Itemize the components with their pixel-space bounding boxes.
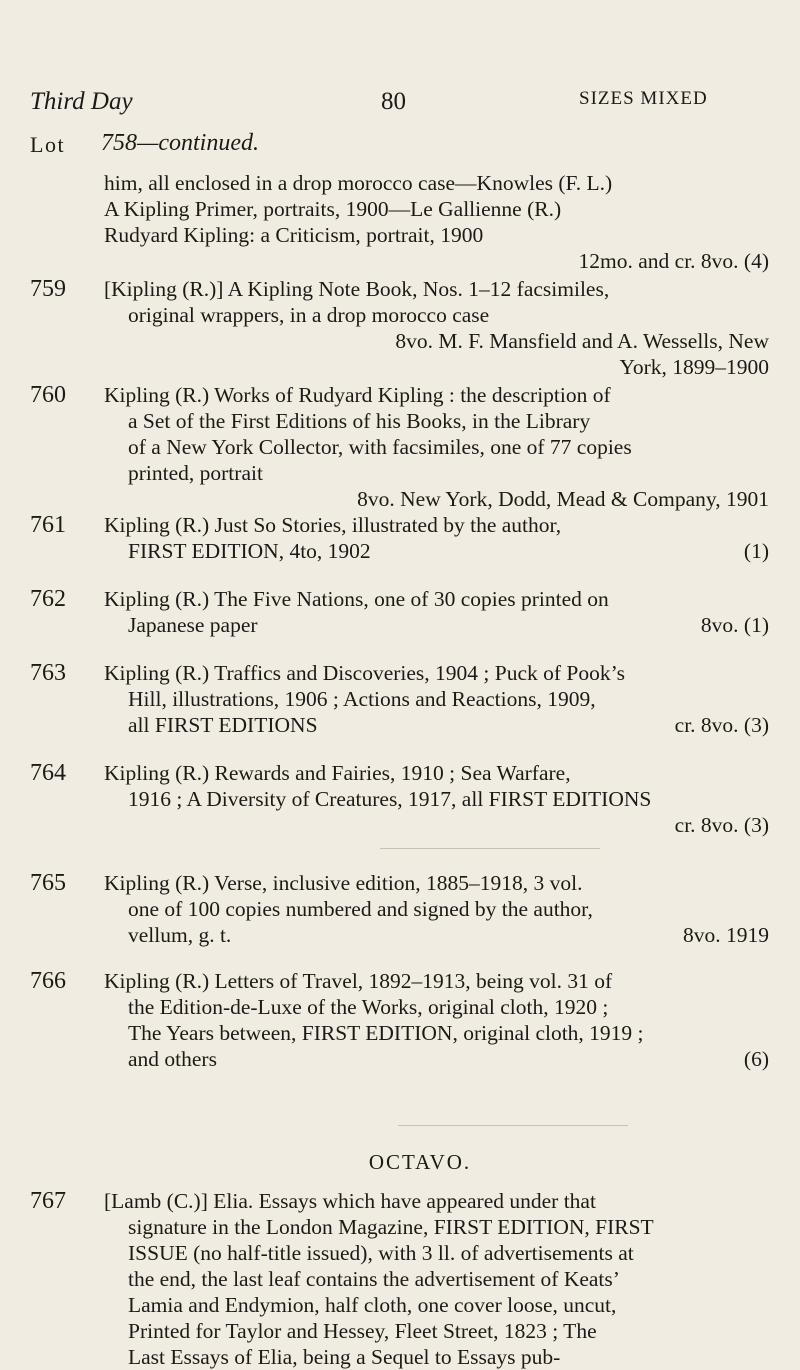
entry-line: Rudyard Kipling: a Criticism, portrait, 1900 bbox=[104, 223, 484, 247]
entry-line: a Set of the First Editions of his Books, in the Library bbox=[128, 409, 591, 433]
lot-number: 761 bbox=[30, 512, 66, 538]
entry-line: Lamia and Endymion, half cloth, one cover loose, uncut, bbox=[128, 1293, 617, 1317]
entry-line-end: 8vo. 1919 bbox=[683, 923, 769, 947]
entry-line: The Years between, FIRST EDITION, original cloth, 1919 ; bbox=[128, 1021, 644, 1045]
entry-line: Kipling (R.) Just So Stories, illustrated by the author, bbox=[104, 513, 562, 537]
lot-number: 764 bbox=[30, 760, 66, 786]
entry-line: the end, the last leaf contains the advertisement of Keats’ bbox=[128, 1267, 620, 1291]
lot-number: 759 bbox=[30, 276, 66, 302]
entry-line: 8vo. New York, Dodd, Mead & Company, 1901 bbox=[357, 487, 769, 511]
entry-line: FIRST EDITION, 4to, 1902 bbox=[128, 539, 371, 563]
section-title: OCTAVO. bbox=[368, 1150, 472, 1174]
lot-number: 762 bbox=[30, 586, 66, 612]
entry-line: Kipling (R.) Letters of Travel, 1892–1913, being vol. 31 of bbox=[104, 969, 613, 993]
entry-line-end: cr. 8vo. (3) bbox=[674, 713, 769, 737]
entry-line: 1916 ; A Diversity of Creatures, 1917, all FIRST EDITIONS bbox=[128, 787, 652, 811]
entry-line: Kipling (R.) Rewards and Fairies, 1910 ; Sea Warfare, bbox=[104, 761, 571, 785]
entry-line: 8vo. M. F. Mansfield and A. Wessells, New bbox=[395, 329, 769, 353]
entry-line: and others bbox=[128, 1047, 217, 1071]
entry-line: 12mo. and cr. 8vo. (4) bbox=[578, 249, 769, 273]
entry-line: Kipling (R.) Works of Rudyard Kipling : the description of bbox=[104, 383, 611, 407]
lot-label: Lot bbox=[30, 132, 66, 157]
lot-number: 765 bbox=[30, 870, 66, 896]
divider bbox=[380, 848, 600, 849]
entry-line: York, 1899–1900 bbox=[619, 355, 769, 379]
entry-line: Kipling (R.) Traffics and Discoveries, 1904 ; Puck of Pook’s bbox=[104, 661, 625, 685]
header-day: Third Day bbox=[30, 88, 133, 115]
entry-line-end: (1) bbox=[743, 539, 769, 563]
divider bbox=[398, 1125, 628, 1126]
entry-line: A Kipling Primer, portraits, 1900—Le Gallienne (R.) bbox=[104, 197, 562, 221]
page-number: 80 bbox=[381, 88, 406, 115]
entry-line-with-end bbox=[104, 712, 769, 738]
lot-number: 766 bbox=[30, 968, 66, 994]
entry-line-with-end bbox=[104, 538, 769, 564]
entry-line: of a New York Collector, with facsimiles, one of 77 copies bbox=[128, 435, 632, 459]
entry-line: Printed for Taylor and Hessey, Fleet Street, 1823 ; The bbox=[128, 1319, 597, 1343]
lot-continued: 758—continued. bbox=[101, 130, 259, 156]
entry-line: cr. 8vo. (3) bbox=[674, 813, 769, 837]
entry-line: Kipling (R.) Verse, inclusive edition, 1885–1918, 3 vol. bbox=[104, 871, 583, 895]
entry-line: [Kipling (R.)] A Kipling Note Book, Nos. 1–12 facsimiles, bbox=[104, 277, 610, 301]
entry-line: vellum, g. t. bbox=[128, 923, 232, 947]
entry-line-with-end bbox=[104, 612, 769, 638]
entry-line: him, all enclosed in a drop morocco case—Knowles (F. L.) bbox=[104, 171, 613, 195]
entry-line: all FIRST EDITIONS bbox=[128, 713, 318, 737]
header-section: SIZES MIXED bbox=[579, 88, 708, 109]
entry-line: Last Essays of Elia, being a Sequel to Essays pub- bbox=[128, 1345, 561, 1369]
entry-line: signature in the London Magazine, FIRST EDITION, FIRST bbox=[128, 1215, 654, 1239]
entry-line: Kipling (R.) The Five Nations, one of 30 copies printed on bbox=[104, 587, 609, 611]
lot-number: 767 bbox=[30, 1188, 66, 1214]
entry-line-end: (6) bbox=[743, 1047, 769, 1071]
entry-line: ISSUE (no half-title issued), with 3 ll. of advertisements at bbox=[128, 1241, 634, 1265]
entry-line: printed, portrait bbox=[128, 461, 263, 485]
entry-line: original wrappers, in a drop morocco case bbox=[128, 303, 490, 327]
entry-line: the Edition-de-Luxe of the Works, original cloth, 1920 ; bbox=[128, 995, 609, 1019]
entry-line: one of 100 copies numbered and signed by the author, bbox=[128, 897, 593, 921]
lot-number: 760 bbox=[30, 382, 66, 408]
entry-line-with-end bbox=[104, 1046, 769, 1072]
entry-line-with-end bbox=[104, 922, 769, 948]
entry-line: Hill, illustrations, 1906 ; Actions and Reactions, 1909, bbox=[128, 687, 596, 711]
lot-number: 763 bbox=[30, 660, 66, 686]
entry-line: Japanese paper bbox=[128, 613, 258, 637]
entry-line-end: 8vo. (1) bbox=[700, 613, 769, 637]
entry-line: [Lamb (C.)] Elia. Essays which have appeared under that bbox=[104, 1189, 596, 1213]
